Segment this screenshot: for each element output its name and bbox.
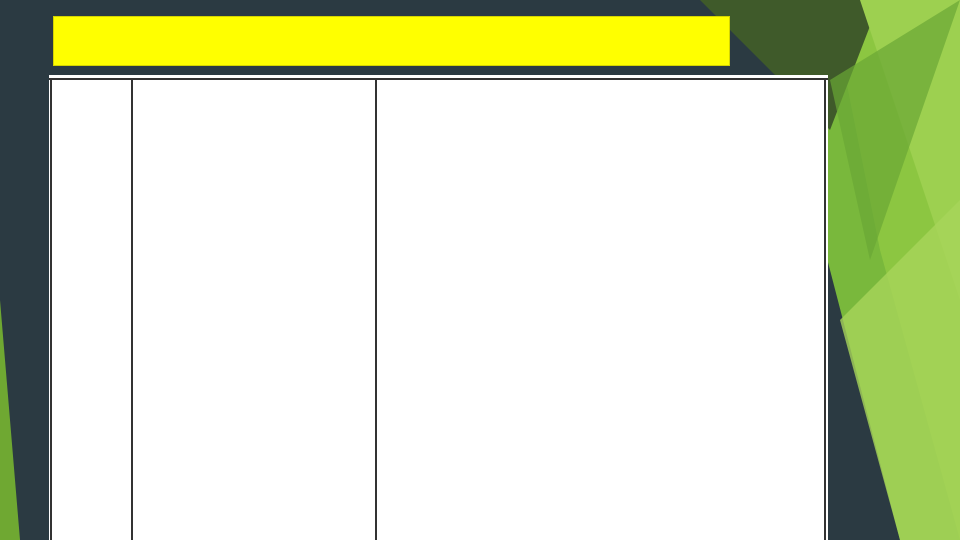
table-right-border bbox=[824, 78, 826, 540]
column-divider bbox=[375, 78, 377, 540]
table-left-border bbox=[50, 78, 52, 540]
document-table bbox=[49, 75, 828, 540]
title-banner bbox=[53, 16, 730, 66]
column-divider bbox=[131, 78, 133, 540]
table-top-border bbox=[49, 78, 828, 80]
